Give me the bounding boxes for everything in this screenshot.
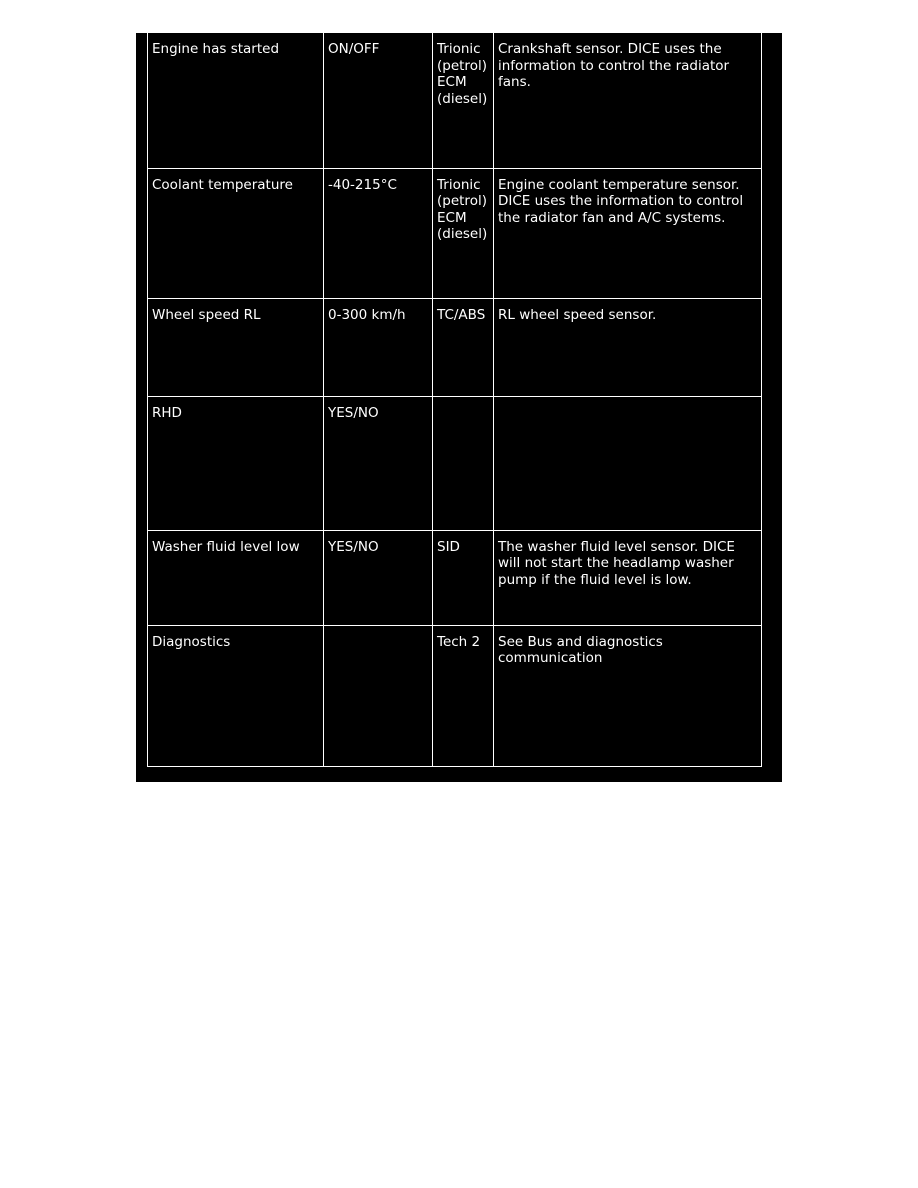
table-row	[148, 530, 762, 625]
signal-name-cell: Washer fluid level low	[148, 530, 324, 625]
source-cell: SID	[433, 530, 494, 625]
signal-name-cell: Diagnostics	[148, 625, 324, 766]
table-row	[148, 168, 762, 298]
description-cell: Crankshaft sensor. DICE uses the information to control the radiator fans.	[494, 33, 762, 168]
table-row	[148, 298, 762, 396]
signal-name-cell: RHD	[148, 396, 324, 530]
source-cell: TC/ABS	[433, 298, 494, 396]
signal-name-cell: Coolant temperature	[148, 168, 324, 298]
table-row	[148, 625, 762, 766]
value-range-cell: ON/OFF	[324, 33, 433, 168]
table-row	[148, 33, 762, 168]
source-cell: Trionic (petrol) ECM (diesel)	[433, 168, 494, 298]
description-cell: The washer fluid level sensor. DICE will not start the headlamp washer pump if the fluid level is low.	[494, 530, 762, 625]
source-cell: Tech 2	[433, 625, 494, 766]
value-range-cell	[324, 625, 433, 766]
description-cell: Engine coolant temperature sensor. DICE uses the information to control the radiator fan and A/C systems.	[494, 168, 762, 298]
value-range-cell: YES/NO	[324, 530, 433, 625]
value-range-cell: -40-215°C	[324, 168, 433, 298]
signal-table	[147, 33, 762, 767]
signal-name-cell: Engine has started	[148, 33, 324, 168]
source-cell: Trionic (petrol) ECM (diesel)	[433, 33, 494, 168]
description-cell: RL wheel speed sensor.	[494, 298, 762, 396]
table-row	[148, 396, 762, 530]
description-cell	[494, 396, 762, 530]
signal-name-cell: Wheel speed RL	[148, 298, 324, 396]
value-range-cell: 0-300 km/h	[324, 298, 433, 396]
description-cell: See Bus and diagnostics communication	[494, 625, 762, 766]
source-cell	[433, 396, 494, 530]
value-range-cell: YES/NO	[324, 396, 433, 530]
